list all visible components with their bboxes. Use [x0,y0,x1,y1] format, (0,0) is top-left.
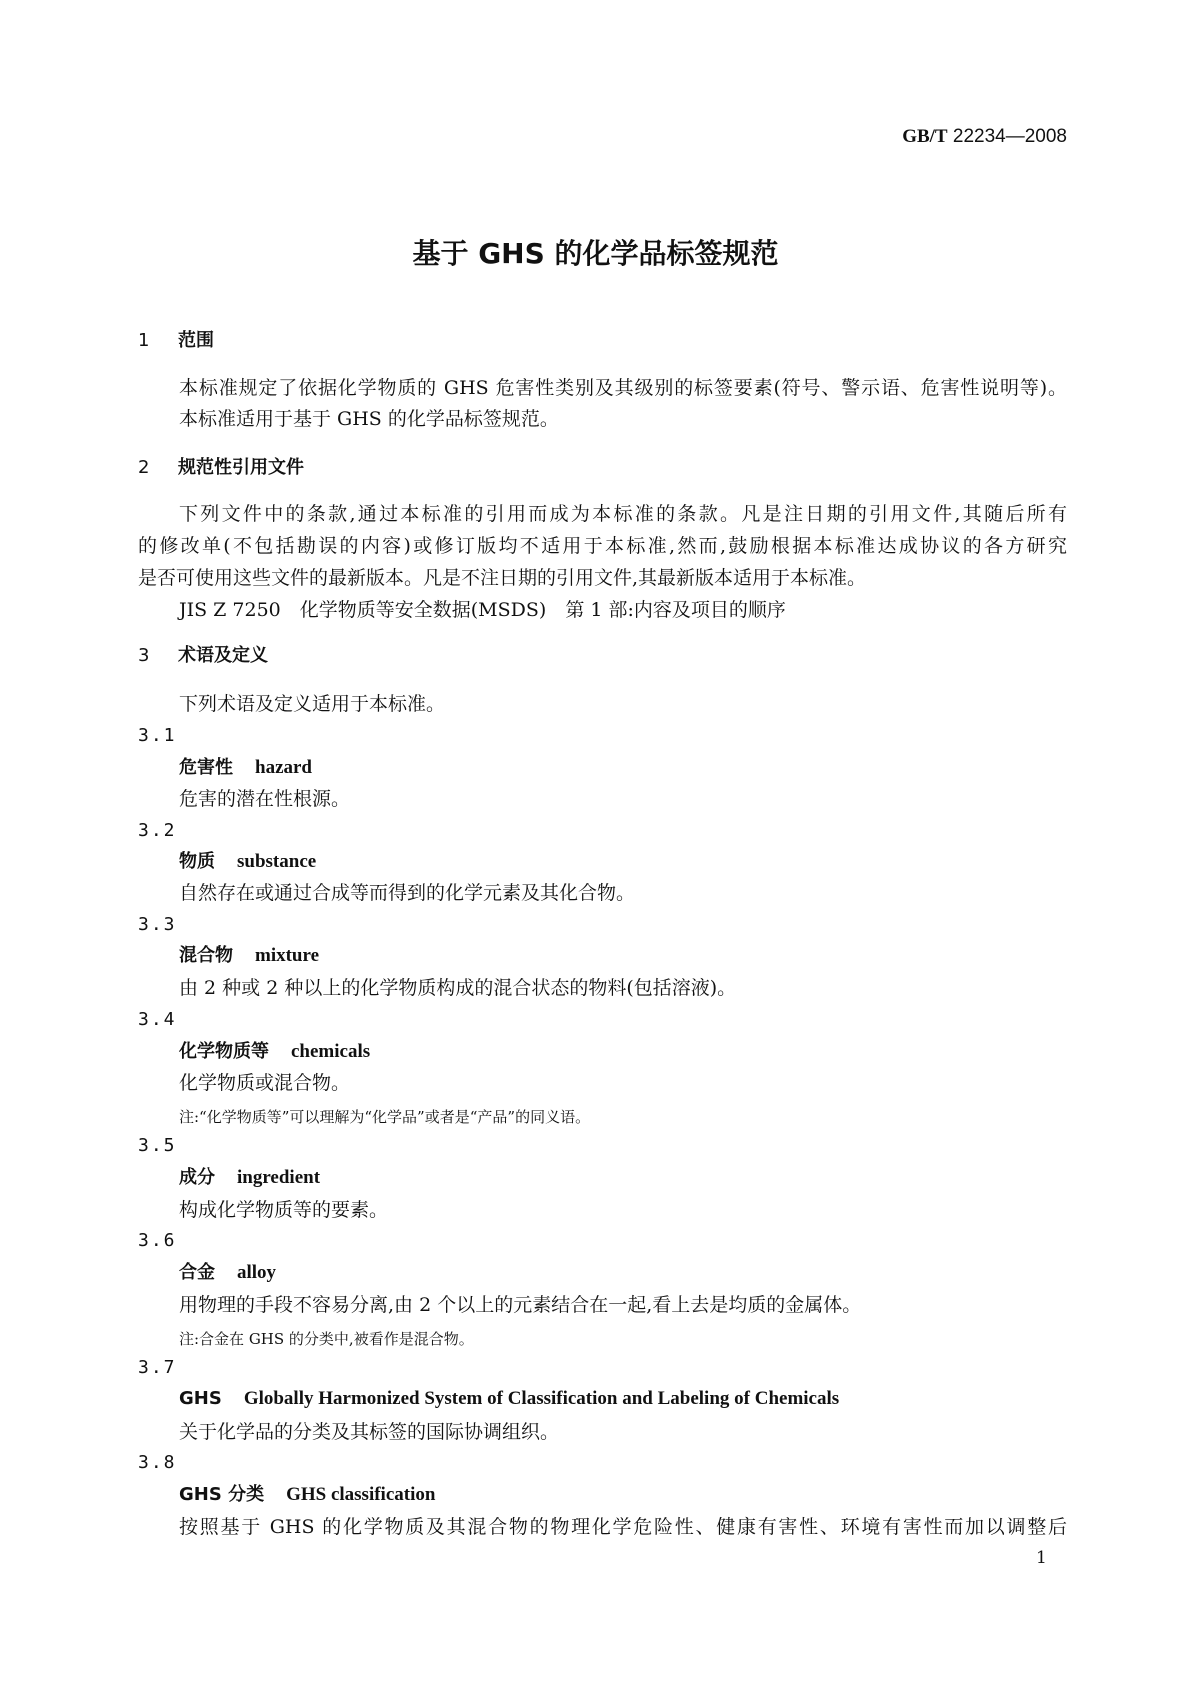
term-chinese: 化学物质等 [179,1041,269,1062]
term-heading [179,849,316,875]
term-english: chemicals [291,1041,371,1062]
term-chinese: 成分 [179,1167,215,1188]
paragraph-line: 下列文件中的条款,通过本标准的引用而成为本标准的条款。凡是注日期的引用文件,其随后所有 [179,503,1067,525]
term-chinese: GHS [179,1388,222,1409]
term-heading [179,943,319,969]
term-definition: 化学物质或混合物。 [179,1072,351,1094]
section-2-heading [138,455,304,481]
term-heading [179,1039,370,1065]
term-definition: 关于化学品的分类及其标签的国际协调组织。 [179,1421,560,1443]
term-definition: 构成化学物质等的要素。 [179,1199,389,1221]
term-heading [179,1165,320,1191]
clause-number: 3.5 [138,1135,177,1156]
term-english: ingredient [237,1167,321,1188]
section-1-heading [138,328,214,354]
clause-number: 3.3 [138,914,177,935]
clause-number: 3.8 [138,1452,177,1473]
term-definition: 危害的潜在性根源。 [179,788,351,810]
paragraph-line: 下列术语及定义适用于本标准。 [179,693,446,715]
paragraph-line: 是否可使用这些文件的最新版本。凡是不注日期的引用文件,其最新版本适用于本标准。 [138,567,867,589]
paragraph-line: 本标准规定了依据化学物质的 GHS 危害性类别及其级别的标签要素(符号、警示语、危害性说明等)。 [179,377,1067,399]
section-3-heading [138,643,268,669]
clause-number: 3.1 [138,725,177,746]
section-number: 2 [138,457,150,478]
section-number: 3 [138,645,150,666]
term-chinese: GHS 分类 [179,1484,265,1505]
term-chinese: 物质 [179,851,215,872]
term-chinese: 混合物 [179,945,233,966]
term-chinese: 合金 [179,1262,215,1283]
section-number: 1 [138,330,150,351]
term-english: hazard [255,757,312,778]
section-title: 规范性引用文件 [178,457,304,478]
standard-number: 22234—2008 [952,126,1067,147]
page-title: 基于 GHS 的化学品标签规范 [412,237,779,270]
standard-code-header [902,126,1067,148]
term-definition: 按照基于 GHS 的化学物质及其混合物的物理化学危险性、健康有害性、环境有害性而加以调整后 [179,1516,1067,1538]
clause-number: 3.2 [138,820,177,841]
paragraph-line: 的修改单(不包括勘误的内容)或修订版均不适用于本标准,然而,鼓励根据本标准达成协议的各方研究 [138,535,1067,557]
term-heading [179,1482,435,1508]
term-english: mixture [255,945,320,966]
normative-reference: JIS Z 7250 化学物质等安全数据(MSDS) 第 1 部:内容及项目的顺序 [179,599,786,621]
term-definition: 用物理的手段不容易分离,由 2 个以上的元素结合在一起,看上去是均质的金属体。 [179,1294,862,1316]
term-note: 注:“化学物质等”可以理解为“化学品”或者是“产品”的同义语。 [179,1108,591,1126]
clause-number: 3.6 [138,1230,177,1251]
term-heading [179,755,312,781]
clause-number: 3.7 [138,1357,177,1378]
term-heading [179,1386,839,1412]
term-definition: 自然存在或通过合成等而得到的化学元素及其化合物。 [179,882,636,904]
clause-number: 3.4 [138,1009,177,1030]
term-chinese: 危害性 [179,757,233,778]
term-heading [179,1260,276,1286]
paragraph-line: 本标准适用于基于 GHS 的化学品标签规范。 [179,408,559,430]
term-english: Globally Harmonized System of Classification and Labeling of Chemicals [243,1388,840,1409]
section-title: 术语及定义 [178,645,268,666]
term-english: GHS classification [286,1484,436,1505]
standard-prefix: GB/T [902,126,948,147]
term-english: alloy [237,1262,277,1283]
section-title: 范围 [178,330,214,351]
term-definition: 由 2 种或 2 种以上的化学物质构成的混合状态的物料(包括溶液)。 [179,977,737,999]
term-note: 注:合金在 GHS 的分类中,被看作是混合物。 [179,1330,474,1348]
page-number: 1 [1036,1548,1047,1568]
term-english: substance [237,851,317,872]
